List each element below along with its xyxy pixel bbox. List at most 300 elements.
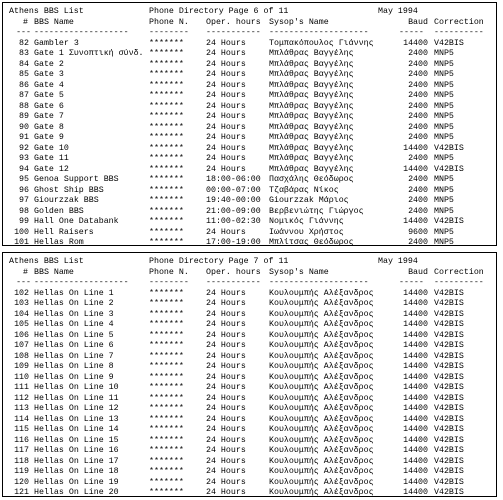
row-hours: 24 Hours [206, 91, 246, 100]
row-number: 104 [14, 309, 29, 319]
row-number: 108 [14, 351, 29, 361]
table-row [9, 186, 492, 197]
row-phone: ******* [149, 435, 184, 445]
column-header-sysop: Sysop's Name [269, 267, 329, 277]
row-baud: 14400 [403, 288, 428, 298]
separator-baud: ----- [399, 28, 424, 37]
row-correction: MNP5 [434, 49, 454, 58]
row-sysop: Μπλάθρας Βαγγέλης [269, 49, 354, 58]
row-baud: 2400 [408, 196, 428, 205]
row-correction: V42BIS [434, 393, 464, 403]
row-number: 117 [14, 446, 29, 455]
row-correction: V42BIS [434, 372, 464, 382]
separator-name: ------------------- [34, 278, 129, 287]
row-baud: 14400 [403, 341, 428, 350]
row-hours: 24 Hours [206, 351, 246, 361]
row-number: 83 [19, 49, 29, 58]
row-number: 91 [19, 133, 29, 142]
row-phone: ******* [149, 351, 184, 361]
row-hours: 24 Hours [206, 341, 246, 350]
row-sysop: Κουλουμπής Αλέξανδρος [269, 446, 374, 455]
row-number: 88 [19, 101, 29, 111]
row-correction: MNP5 [434, 185, 454, 195]
row-baud: 2400 [408, 238, 428, 247]
row-bbs-name: Hellas On Line 2 [34, 299, 114, 308]
row-baud: 14400 [403, 456, 428, 466]
row-phone: ******* [149, 112, 184, 121]
row-number: 85 [19, 70, 29, 79]
row-correction: V42BIS [434, 467, 464, 476]
row-phone: ******* [149, 393, 184, 403]
row-baud: 14400 [403, 383, 428, 392]
list-date: May 1994 [378, 257, 418, 266]
row-baud: 14400 [403, 477, 428, 487]
row-hours: 00:00-07:00 [206, 185, 261, 195]
row-phone: ******* [149, 154, 184, 163]
row-hours: 24 Hours [206, 101, 246, 111]
row-sysop: Κουλουμπής Αλέξανδρος [269, 288, 374, 298]
row-phone: ******* [149, 49, 184, 58]
row-baud: 14400 [403, 435, 428, 445]
row-phone: ******* [149, 456, 184, 466]
directory-page-7 [2, 252, 497, 497]
row-correction: MNP5 [434, 70, 454, 79]
row-hours: 18:00-06:00 [206, 175, 261, 184]
row-bbs-name: Gate 1 Συνοπτική σύνδ. [34, 49, 144, 58]
row-hours: 24 Hours [206, 288, 246, 298]
row-correction: V42BIS [434, 446, 464, 455]
row-hours: 24 Hours [206, 414, 246, 424]
row-sysop: Giourzzak Μάριος [269, 196, 349, 205]
row-bbs-name: Gate 12 [34, 164, 69, 174]
row-bbs-name: Hell Raisers [34, 227, 94, 237]
row-sysop: Μπλάθρας Βαγγέλης [269, 154, 354, 163]
row-correction: MNP5 [434, 154, 454, 163]
row-sysop: Κουλουμπής Αλέξανδρος [269, 351, 374, 361]
row-phone: ******* [149, 362, 184, 371]
table-row [9, 154, 492, 165]
column-header-hours: Oper. hours [206, 17, 261, 27]
column-header-name: BBS Name [34, 17, 74, 27]
column-header-sysop: Sysop's Name [269, 17, 329, 27]
column-header-number: # [23, 267, 28, 277]
column-header-hours: Oper. hours [206, 267, 261, 277]
row-correction: MNP5 [434, 227, 454, 237]
page-header [9, 257, 492, 268]
column-header-phone: Phone N. [149, 17, 189, 27]
separator-sysop: -------------------- [269, 278, 369, 287]
table-row [9, 238, 492, 249]
row-phone: ******* [149, 217, 184, 226]
row-number: 99 [19, 217, 29, 226]
row-baud: 14400 [403, 164, 428, 174]
row-sysop: Μπλίτσας Θεόδωρος [269, 238, 354, 247]
row-sysop: Κουλουμπής Αλέξανδρος [269, 320, 374, 329]
row-hours: 19:40-00:00 [206, 196, 261, 205]
row-correction: V42BIS [434, 217, 464, 226]
row-bbs-name: Gate 10 [34, 143, 69, 153]
row-phone: ******* [149, 341, 184, 350]
row-hours: 24 Hours [206, 404, 246, 413]
row-correction: V42BIS [434, 164, 464, 174]
row-correction: V42BIS [434, 404, 464, 413]
row-phone: ******* [149, 288, 184, 298]
row-bbs-name: Hellas On Line 13 [34, 414, 119, 424]
column-header-baud: Baud [408, 17, 428, 27]
row-baud: 2400 [408, 70, 428, 79]
row-phone: ******* [149, 80, 184, 90]
row-hours: 24 Hours [206, 488, 246, 497]
row-sysop: Κουλουμπής Αλέξανδρος [269, 309, 374, 319]
row-baud: 2400 [408, 133, 428, 142]
row-number: 113 [14, 404, 29, 413]
row-number: 105 [14, 320, 29, 329]
row-baud: 14400 [403, 362, 428, 371]
row-number: 86 [19, 80, 29, 90]
row-phone: ******* [149, 91, 184, 100]
row-number: 102 [14, 288, 29, 298]
table-row [9, 373, 492, 384]
row-phone: ******* [149, 414, 184, 424]
table-row [9, 217, 492, 228]
row-sysop: Κουλουμπής Αλέξανδρος [269, 404, 374, 413]
row-phone: ******* [149, 206, 184, 216]
row-hours: 24 Hours [206, 383, 246, 392]
row-bbs-name: Gate 8 [34, 122, 64, 132]
row-baud: 14400 [403, 446, 428, 455]
row-sysop: Μπλάθρας Βαγγέλης [269, 80, 354, 90]
row-correction: V42BIS [434, 414, 464, 424]
separator-phone: -------- [149, 28, 189, 37]
row-baud: 14400 [403, 414, 428, 424]
row-hours: 24 Hours [206, 112, 246, 121]
table-row [9, 341, 492, 352]
table-row [9, 102, 492, 113]
row-hours: 24 Hours [206, 38, 246, 48]
row-sysop: Κουλουμπής Αλέξανδρος [269, 435, 374, 445]
row-hours: 24 Hours [206, 49, 246, 58]
row-baud: 14400 [403, 143, 428, 153]
column-headers [9, 268, 492, 279]
row-hours: 24 Hours [206, 456, 246, 466]
row-correction: V42BIS [434, 351, 464, 361]
row-correction: MNP5 [434, 80, 454, 90]
row-bbs-name: Gate 9 [34, 133, 64, 142]
list-date: May 1994 [378, 7, 418, 16]
row-number: 101 [14, 238, 29, 247]
separator-number: --- [16, 278, 31, 287]
row-bbs-name: Hellas On Line 3 [34, 309, 114, 319]
row-bbs-name: Gate 3 [34, 70, 64, 79]
row-bbs-name: Hellas On Line 9 [34, 372, 114, 382]
separator-number: --- [16, 28, 31, 37]
row-phone: ******* [149, 467, 184, 476]
row-phone: ******* [149, 227, 184, 237]
page-indicator: Phone Directory Page 7 of 11 [149, 257, 289, 266]
row-bbs-name: Hellas On Line 6 [34, 341, 114, 350]
row-number: 95 [19, 175, 29, 184]
row-hours: 24 Hours [206, 164, 246, 174]
row-number: 84 [19, 59, 29, 69]
row-bbs-name: Hellas On Line 16 [34, 446, 119, 455]
row-correction: V42BIS [434, 309, 464, 319]
row-sysop: Μπλάθρας Βαγγέλης [269, 70, 354, 79]
table-row [9, 394, 492, 405]
row-bbs-name: Hellas On Line 12 [34, 404, 119, 413]
column-headers [9, 18, 492, 29]
row-sysop: Κουλουμπής Αλέξανδρος [269, 414, 374, 424]
row-correction: V42BIS [434, 435, 464, 445]
row-bbs-name: Gate 4 [34, 80, 64, 90]
directory-page-7-content [9, 257, 492, 499]
separator-correction: ---------- [434, 278, 484, 287]
row-correction: MNP5 [434, 91, 454, 100]
row-correction: V42BIS [434, 299, 464, 308]
row-correction: MNP5 [434, 133, 454, 142]
row-correction: V42BIS [434, 143, 464, 153]
row-bbs-name: Gate 11 [34, 154, 69, 163]
row-number: 100 [14, 227, 29, 237]
row-bbs-name: Hellas On Line 11 [34, 393, 119, 403]
separator-phone: -------- [149, 278, 189, 287]
row-number: 97 [19, 196, 29, 205]
list-title: Athens BBS List [9, 7, 84, 16]
row-sysop: Μπλάθρας Βαγγέλης [269, 133, 354, 142]
row-phone: ******* [149, 38, 184, 48]
row-phone: ******* [149, 143, 184, 153]
row-sysop: Κουλουμπής Αλέξανδρος [269, 456, 374, 466]
table-row [9, 320, 492, 331]
row-bbs-name: Hellas On Line 15 [34, 435, 119, 445]
row-bbs-name: Hellas On Line 5 [34, 330, 114, 340]
row-sysop: Ιωάννου Χρήστος [269, 227, 344, 237]
column-separator [9, 278, 492, 289]
row-correction: MNP5 [434, 175, 454, 184]
row-baud: 2400 [408, 154, 428, 163]
row-correction: V42BIS [434, 38, 464, 48]
row-bbs-name: Gate 5 [34, 91, 64, 100]
table-row [9, 196, 492, 207]
row-phone: ******* [149, 133, 184, 142]
row-sysop: Μπλάθρας Βαγγέλης [269, 164, 354, 174]
row-phone: ******* [149, 383, 184, 392]
table-row [9, 404, 492, 415]
table-row [9, 478, 492, 489]
row-phone: ******* [149, 238, 184, 247]
row-phone: ******* [149, 425, 184, 434]
table-row [9, 488, 492, 499]
page-header [9, 7, 492, 18]
row-number: 112 [14, 393, 29, 403]
row-number: 98 [19, 206, 29, 216]
table-row [9, 207, 492, 218]
row-phone: ******* [149, 164, 184, 174]
list-title: Athens BBS List [9, 257, 84, 266]
row-number: 118 [14, 456, 29, 466]
row-correction: V42BIS [434, 425, 464, 434]
table-row [9, 467, 492, 478]
row-hours: 24 Hours [206, 330, 246, 340]
row-baud: 14400 [403, 351, 428, 361]
row-correction: MNP5 [434, 101, 454, 111]
column-header-name: BBS Name [34, 267, 74, 277]
column-header-baud: Baud [408, 267, 428, 277]
row-baud: 2400 [408, 175, 428, 184]
row-baud: 2400 [408, 206, 428, 216]
row-number: 116 [14, 435, 29, 445]
row-correction: MNP5 [434, 196, 454, 205]
row-number: 92 [19, 143, 29, 153]
row-correction: MNP5 [434, 122, 454, 132]
row-hours: 24 Hours [206, 143, 246, 153]
table-row [9, 123, 492, 134]
row-number: 115 [14, 425, 29, 434]
table-row [9, 91, 492, 102]
table-row [9, 289, 492, 300]
table-row [9, 81, 492, 92]
row-number: 89 [19, 112, 29, 121]
separator-name: ------------------- [34, 28, 129, 37]
row-phone: ******* [149, 175, 184, 184]
row-bbs-name: Ghost Ship BBS [34, 185, 104, 195]
row-sysop: Τομπακόπουλος Γιάννης [269, 38, 374, 48]
page-indicator: Phone Directory Page 6 of 11 [149, 7, 289, 16]
table-row [9, 446, 492, 457]
row-phone: ******* [149, 488, 184, 497]
row-phone: ******* [149, 70, 184, 79]
table-row [9, 112, 492, 123]
row-hours: 24 Hours [206, 80, 246, 90]
row-correction: V42BIS [434, 383, 464, 392]
row-baud: 2400 [408, 185, 428, 195]
row-sysop: Πασχάλης Θεόδωρος [269, 175, 354, 184]
row-baud: 14400 [403, 372, 428, 382]
row-sysop: Κουλουμπής Αλέξανδρος [269, 372, 374, 382]
row-correction: V42BIS [434, 477, 464, 487]
row-number: 103 [14, 299, 29, 308]
row-baud: 14400 [403, 425, 428, 434]
row-hours: 24 Hours [206, 477, 246, 487]
row-correction: V42BIS [434, 456, 464, 466]
separator-correction: ---------- [434, 28, 484, 37]
row-bbs-name: Gate 6 [34, 101, 64, 111]
row-baud: 14400 [403, 38, 428, 48]
row-sysop: Τζαβάρας Νίκος [269, 185, 339, 195]
row-bbs-name: Hellas On Line 1 [34, 288, 114, 298]
row-sysop: Μπλάθρας Βαγγέλης [269, 59, 354, 69]
row-hours: 24 Hours [206, 467, 246, 476]
row-hours: 24 Hours [206, 425, 246, 434]
row-number: 106 [14, 330, 29, 340]
row-baud: 14400 [403, 393, 428, 403]
row-number: 111 [14, 383, 29, 392]
row-hours: 24 Hours [206, 372, 246, 382]
row-hours: 24 Hours [206, 70, 246, 79]
table-row [9, 352, 492, 363]
separator-hours: ----------- [206, 28, 261, 37]
row-hours: 11:00-02:30 [206, 217, 261, 226]
row-phone: ******* [149, 446, 184, 455]
row-sysop: Μπλάθρας Βαγγέλης [269, 143, 354, 153]
row-number: 109 [14, 362, 29, 371]
row-number: 94 [19, 164, 29, 174]
row-baud: 14400 [403, 488, 428, 497]
row-sysop: Μπλάθρας Βαγγέλης [269, 91, 354, 100]
row-correction: MNP5 [434, 238, 454, 247]
row-bbs-name: Hellas On Line 14 [34, 425, 119, 434]
table-row [9, 436, 492, 447]
row-bbs-name: Hellas On Line 17 [34, 456, 119, 466]
row-phone: ******* [149, 404, 184, 413]
table-row [9, 165, 492, 176]
table-row [9, 415, 492, 426]
directory-page-6-content [9, 7, 492, 249]
row-phone: ******* [149, 101, 184, 111]
row-bbs-name: Gambler 3 [34, 38, 79, 48]
row-phone: ******* [149, 122, 184, 132]
row-sysop: Κουλουμπής Αλέξανδρος [269, 383, 374, 392]
row-baud: 14400 [403, 320, 428, 329]
row-hours: 24 Hours [206, 133, 246, 142]
row-bbs-name: Hellas On Line 7 [34, 351, 114, 361]
row-number: 107 [14, 341, 29, 350]
row-bbs-name: Gate 7 [34, 112, 64, 121]
column-separator [9, 28, 492, 39]
row-hours: 24 Hours [206, 320, 246, 329]
column-header-phone: Phone N. [149, 267, 189, 277]
table-row [9, 310, 492, 321]
row-phone: ******* [149, 299, 184, 308]
row-hours: 24 Hours [206, 362, 246, 371]
row-correction: MNP5 [434, 112, 454, 121]
row-correction: V42BIS [434, 320, 464, 329]
table-row [9, 49, 492, 60]
row-sysop: Κουλουμπής Αλέξανδρος [269, 362, 374, 371]
row-baud: 9600 [408, 227, 428, 237]
row-bbs-name: Hellas On Line 19 [34, 477, 119, 487]
row-hours: 24 Hours [206, 299, 246, 308]
row-phone: ******* [149, 309, 184, 319]
row-phone: ******* [149, 330, 184, 340]
row-baud: 2400 [408, 80, 428, 90]
row-phone: ******* [149, 185, 184, 195]
separator-baud: ----- [399, 278, 424, 287]
row-phone: ******* [149, 196, 184, 205]
table-row [9, 144, 492, 155]
row-bbs-name: Golden BBS [34, 206, 84, 216]
table-row [9, 228, 492, 239]
row-hours: 24 Hours [206, 59, 246, 69]
table-row [9, 39, 492, 50]
row-bbs-name: Hellas On Line 4 [34, 320, 114, 329]
row-sysop: Κουλουμπής Αλέξανδρος [269, 299, 374, 308]
row-hours: 17:00-19:00 [206, 238, 261, 247]
row-baud: 2400 [408, 112, 428, 121]
row-bbs-name: Gate 2 [34, 59, 64, 69]
row-hours: 24 Hours [206, 309, 246, 319]
table-row [9, 425, 492, 436]
row-hours: 24 Hours [206, 122, 246, 132]
row-hours: 21:00-09:00 [206, 206, 261, 216]
table-row [9, 383, 492, 394]
column-header-correction: Correction [434, 267, 484, 277]
row-sysop: Κουλουμπής Αλέξανδρος [269, 393, 374, 403]
row-bbs-name: Hellas On Line 20 [34, 488, 119, 497]
row-baud: 2400 [408, 91, 428, 100]
row-baud: 14400 [403, 330, 428, 340]
directory-page-6 [2, 2, 497, 246]
separator-hours: ----------- [206, 278, 261, 287]
